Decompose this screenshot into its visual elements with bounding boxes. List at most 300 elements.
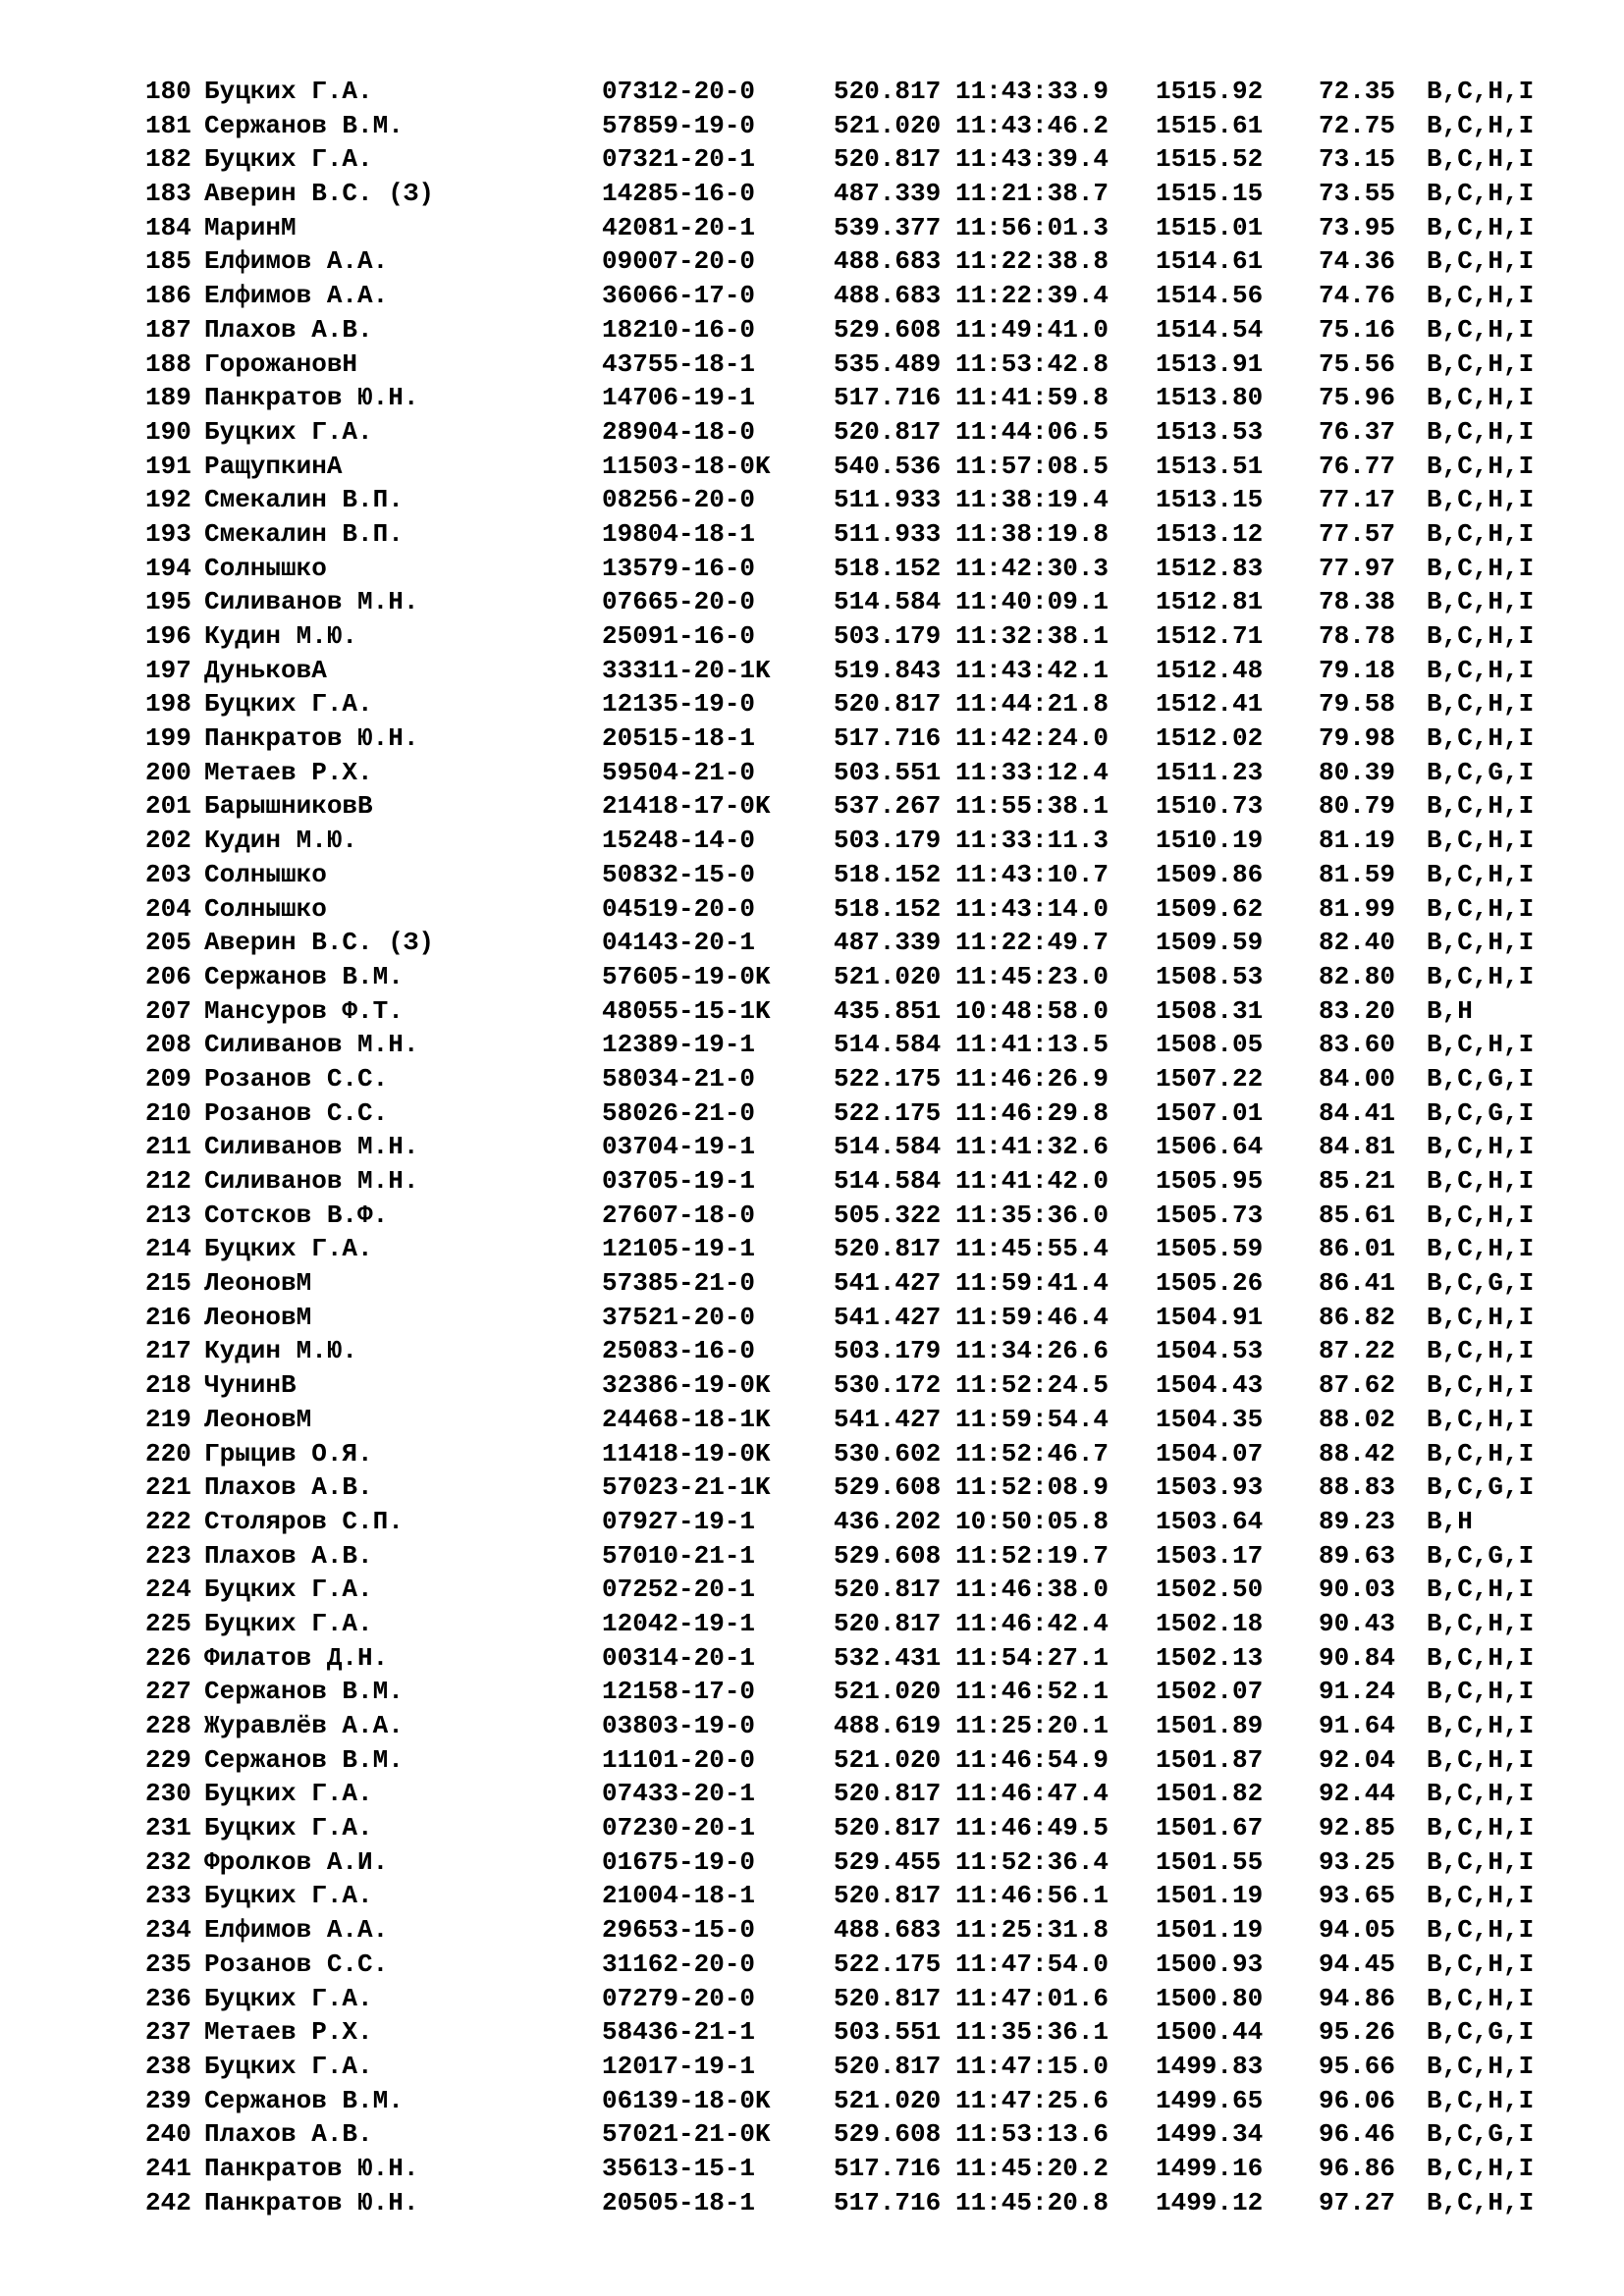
speed: 1505.26: [1156, 1268, 1264, 1299]
speed: 1500.93: [1156, 1949, 1264, 1979]
category-tags: B,C,H,I: [1427, 1575, 1535, 1605]
ring-number: 37521-20-0: [602, 1302, 756, 1332]
arrival-time: 11:43:46.2: [955, 110, 1110, 140]
arrival-time: 11:45:55.4: [955, 1234, 1110, 1264]
rank-cell: 184: [145, 212, 191, 242]
points: 75.56: [1319, 348, 1396, 379]
rank-cell: 205: [145, 928, 191, 958]
category-tags: B,C,H,I: [1427, 1200, 1535, 1230]
arrival-time: 11:45:20.8: [955, 2187, 1110, 2217]
arrival-time: 11:52:46.7: [955, 1438, 1110, 1468]
category-tags: B,C,H,I: [1427, 1438, 1535, 1468]
points: 96.46: [1319, 2119, 1396, 2150]
ring-number: 57605-19-0K: [602, 961, 771, 991]
points: 83.60: [1319, 1030, 1396, 1060]
table-row: [145, 483, 1544, 517]
category-tags: B,C,H,I: [1427, 961, 1535, 991]
ring-number: 19804-18-1: [602, 518, 756, 549]
arrival-time: 11:43:14.0: [955, 893, 1110, 924]
fancier-name: Силиванов М.Н.: [204, 587, 419, 617]
ring-number: 58436-21-1: [602, 2017, 756, 2048]
speed: 1507.22: [1156, 1063, 1264, 1094]
speed: 1513.15: [1156, 485, 1264, 515]
distance: 540.536: [834, 451, 942, 481]
fancier-name: Панкратов Ю.Н.: [204, 2153, 419, 2183]
ring-number: 43755-18-1: [602, 348, 756, 379]
rank-cell: 208: [145, 1030, 191, 1060]
category-tags: B,C,H,I: [1427, 1336, 1535, 1366]
distance: 518.152: [834, 893, 942, 924]
ring-number: 07927-19-1: [602, 1506, 756, 1536]
ring-number: 18210-16-0: [602, 314, 756, 345]
distance: 511.933: [834, 485, 942, 515]
rank-cell: 231: [145, 1813, 191, 1843]
fancier-name: Панкратов Ю.Н.: [204, 383, 419, 413]
rank-cell: 200: [145, 757, 191, 787]
speed: 1504.07: [1156, 1438, 1264, 1468]
ring-number: 09007-20-0: [602, 246, 756, 277]
fancier-name: Буцких Г.А.: [204, 1983, 373, 2013]
speed: 1501.89: [1156, 1711, 1264, 1740]
distance: 517.716: [834, 723, 942, 754]
distance: 518.152: [834, 859, 942, 889]
distance: 517.716: [834, 2153, 942, 2183]
arrival-time: 11:46:54.9: [955, 1744, 1110, 1775]
distance: 520.817: [834, 144, 942, 175]
arrival-time: 11:46:52.1: [955, 1677, 1110, 1707]
fancier-name: Смекалин В.П.: [204, 485, 404, 515]
category-tags: B,C,H,I: [1427, 1744, 1535, 1775]
category-tags: B,C,G,I: [1427, 1097, 1535, 1128]
rank-cell: 190: [145, 416, 191, 447]
category-tags: B,C,G,I: [1427, 2119, 1535, 2150]
ring-number: 12135-19-0: [602, 689, 756, 720]
points: 73.55: [1319, 179, 1396, 209]
table-row: [145, 1437, 1544, 1471]
points: 86.01: [1319, 1234, 1396, 1264]
distance: 436.202: [834, 1506, 942, 1536]
distance: 514.584: [834, 1030, 942, 1060]
category-tags: B,C,G,I: [1427, 1268, 1535, 1299]
category-tags: B,C,G,I: [1427, 1063, 1535, 1094]
speed: 1509.62: [1156, 893, 1264, 924]
fancier-name: Буцких Г.А.: [204, 1575, 373, 1605]
distance: 520.817: [834, 1779, 942, 1809]
speed: 1510.73: [1156, 791, 1264, 822]
table-row: [145, 1368, 1544, 1403]
fancier-name: Буцких Г.А.: [204, 1234, 373, 1264]
rank-cell: 236: [145, 1983, 191, 2013]
arrival-time: 10:50:05.8: [955, 1506, 1110, 1536]
rank-cell: 189: [145, 383, 191, 413]
ring-number: 14706-19-1: [602, 383, 756, 413]
fancier-name: ЛеоновМ: [204, 1302, 312, 1332]
ring-number: 25083-16-0: [602, 1336, 756, 1366]
fancier-name: Филатов Д.Н.: [204, 1642, 389, 1673]
distance: 503.179: [834, 621, 942, 651]
arrival-time: 11:52:08.9: [955, 1472, 1110, 1503]
rank-cell: 239: [145, 2085, 191, 2115]
arrival-time: 11:47:15.0: [955, 2051, 1110, 2081]
speed: 1503.93: [1156, 1472, 1264, 1503]
arrival-time: 11:43:10.7: [955, 859, 1110, 889]
fancier-name: Солнышко: [204, 859, 327, 889]
points: 87.62: [1319, 1370, 1396, 1401]
category-tags: B,C,H,I: [1427, 212, 1535, 242]
distance: 520.817: [834, 1575, 942, 1605]
table-row: [145, 926, 1544, 960]
points: 78.38: [1319, 587, 1396, 617]
table-row: [145, 177, 1544, 211]
ring-number: 32386-19-0K: [602, 1370, 771, 1401]
rank-cell: 198: [145, 689, 191, 720]
category-tags: B,C,H,I: [1427, 2153, 1535, 2183]
distance: 517.716: [834, 383, 942, 413]
points: 97.27: [1319, 2187, 1396, 2217]
speed: 1515.01: [1156, 212, 1264, 242]
ring-number: 07433-20-1: [602, 1779, 756, 1809]
table-row: [145, 75, 1544, 109]
rank-cell: 228: [145, 1711, 191, 1740]
table-row: [145, 450, 1544, 484]
ring-number: 07665-20-0: [602, 587, 756, 617]
distance: 520.817: [834, 1813, 942, 1843]
category-tags: B,C,H,I: [1427, 1132, 1535, 1162]
arrival-time: 11:25:31.8: [955, 1915, 1110, 1946]
distance: 521.020: [834, 961, 942, 991]
arrival-time: 11:44:21.8: [955, 689, 1110, 720]
arrival-time: 11:52:36.4: [955, 1846, 1110, 1877]
category-tags: B,C,H,I: [1427, 655, 1535, 685]
fancier-name: Сержанов В.М.: [204, 110, 404, 140]
arrival-time: 11:46:26.9: [955, 1063, 1110, 1094]
rank-cell: 182: [145, 144, 191, 175]
category-tags: B,C,H,I: [1427, 1302, 1535, 1332]
table-row: [145, 1266, 1544, 1301]
rank-cell: 204: [145, 893, 191, 924]
table-row: [145, 1062, 1544, 1096]
category-tags: B,C,H,I: [1427, 689, 1535, 720]
speed: 1501.19: [1156, 1915, 1264, 1946]
distance: 535.489: [834, 348, 942, 379]
fancier-name: Кудин М.Ю.: [204, 621, 358, 651]
distance: 488.683: [834, 246, 942, 277]
fancier-name: Столяров С.П.: [204, 1506, 404, 1536]
rank-cell: 232: [145, 1846, 191, 1877]
category-tags: B,C,H,I: [1427, 928, 1535, 958]
ring-number: 35613-15-1: [602, 2153, 756, 2183]
arrival-time: 11:43:42.1: [955, 655, 1110, 685]
rank-cell: 223: [145, 1540, 191, 1571]
distance: 521.020: [834, 1744, 942, 1775]
ring-number: 11503-18-0K: [602, 451, 771, 481]
table-row: [145, 858, 1544, 892]
speed: 1513.80: [1156, 383, 1264, 413]
fancier-name: Кудин М.Ю.: [204, 826, 358, 856]
arrival-time: 11:34:26.6: [955, 1336, 1110, 1366]
speed: 1511.23: [1156, 757, 1264, 787]
distance: 511.933: [834, 518, 942, 549]
table-row: [145, 1470, 1544, 1505]
table-row: [145, 585, 1544, 619]
category-tags: B,C,H,I: [1427, 1234, 1535, 1264]
table-row: [145, 2117, 1544, 2152]
category-tags: B,C,H,I: [1427, 1881, 1535, 1911]
points: 83.20: [1319, 995, 1396, 1026]
distance: 503.179: [834, 1336, 942, 1366]
points: 96.86: [1319, 2153, 1396, 2183]
speed: 1513.51: [1156, 451, 1264, 481]
ring-number: 25091-16-0: [602, 621, 756, 651]
category-tags: B,C,H,I: [1427, 1030, 1535, 1060]
points: 89.63: [1319, 1540, 1396, 1571]
rank-cell: 211: [145, 1132, 191, 1162]
arrival-time: 11:40:09.1: [955, 587, 1110, 617]
rank-cell: 225: [145, 1608, 191, 1638]
fancier-name: Сержанов В.М.: [204, 961, 404, 991]
arrival-time: 11:55:38.1: [955, 791, 1110, 822]
table-row: [145, 1028, 1544, 1062]
speed: 1512.48: [1156, 655, 1264, 685]
rank-cell: 196: [145, 621, 191, 651]
points: 73.15: [1319, 144, 1396, 175]
category-tags: B,C,H,I: [1427, 553, 1535, 583]
rank-cell: 202: [145, 826, 191, 856]
rank-cell: 194: [145, 553, 191, 583]
table-row: [145, 1199, 1544, 1233]
arrival-time: 11:47:25.6: [955, 2085, 1110, 2115]
category-tags: B,C,H,I: [1427, 1711, 1535, 1740]
speed: 1501.67: [1156, 1813, 1264, 1843]
arrival-time: 11:46:56.1: [955, 1881, 1110, 1911]
category-tags: B,C,G,I: [1427, 1472, 1535, 1503]
category-tags: B,C,H,I: [1427, 77, 1535, 106]
arrival-time: 11:46:49.5: [955, 1813, 1110, 1843]
speed: 1502.07: [1156, 1677, 1264, 1707]
ring-number: 11418-19-0K: [602, 1438, 771, 1468]
rank-cell: 201: [145, 791, 191, 822]
ring-number: 12389-19-1: [602, 1030, 756, 1060]
arrival-time: 11:56:01.3: [955, 212, 1110, 242]
distance: 530.172: [834, 1370, 942, 1401]
fancier-name: Аверин В.С. (З): [204, 179, 435, 209]
points: 88.02: [1319, 1404, 1396, 1434]
points: 90.43: [1319, 1608, 1396, 1638]
arrival-time: 11:44:06.5: [955, 416, 1110, 447]
fancier-name: Смекалин В.П.: [204, 518, 404, 549]
speed: 1499.65: [1156, 2085, 1264, 2115]
speed: 1513.53: [1156, 416, 1264, 447]
arrival-time: 11:54:27.1: [955, 1642, 1110, 1673]
speed: 1513.12: [1156, 518, 1264, 549]
distance: 514.584: [834, 587, 942, 617]
fancier-name: Кудин М.Ю.: [204, 1336, 358, 1366]
distance: 520.817: [834, 1881, 942, 1911]
fancier-name: ЛеоновМ: [204, 1404, 312, 1434]
ring-number: 07230-20-1: [602, 1813, 756, 1843]
points: 94.45: [1319, 1949, 1396, 1979]
speed: 1502.13: [1156, 1642, 1264, 1673]
fancier-name: Буцких Г.А.: [204, 1881, 373, 1911]
table-row: [145, 1675, 1544, 1709]
arrival-time: 11:59:41.4: [955, 1268, 1110, 1299]
distance: 505.322: [834, 1200, 942, 1230]
fancier-name: Плахов А.В.: [204, 314, 373, 345]
points: 81.19: [1319, 826, 1396, 856]
fancier-name: Сотсков В.Ф.: [204, 1200, 389, 1230]
points: 92.85: [1319, 1813, 1396, 1843]
ring-number: 12158-17-0: [602, 1677, 756, 1707]
category-tags: B,C,H,I: [1427, 1677, 1535, 1707]
ring-number: 58026-21-0: [602, 1097, 756, 1128]
rank-cell: 224: [145, 1575, 191, 1605]
distance: 522.175: [834, 1063, 942, 1094]
distance: 521.020: [834, 110, 942, 140]
speed: 1509.86: [1156, 859, 1264, 889]
category-tags: B,C,H,I: [1427, 1949, 1535, 1979]
speed: 1503.17: [1156, 1540, 1264, 1571]
distance: 530.602: [834, 1438, 942, 1468]
category-tags: B,C,H,I: [1427, 348, 1535, 379]
table-row: [145, 1845, 1544, 1880]
rank-cell: 212: [145, 1166, 191, 1196]
arrival-time: 11:25:20.1: [955, 1711, 1110, 1740]
arrival-time: 11:35:36.0: [955, 1200, 1110, 1230]
ring-number: 58034-21-0: [602, 1063, 756, 1094]
ring-number: 07279-20-0: [602, 1983, 756, 2013]
table-row: [145, 1096, 1544, 1131]
points: 95.26: [1319, 2017, 1396, 2048]
ring-number: 11101-20-0: [602, 1744, 756, 1775]
category-tags: B,C,H,I: [1427, 1915, 1535, 1946]
fancier-name: Елфимов А.А.: [204, 246, 389, 277]
ring-number: 07252-20-1: [602, 1575, 756, 1605]
speed: 1499.16: [1156, 2153, 1264, 2183]
speed: 1502.50: [1156, 1575, 1264, 1605]
points: 78.78: [1319, 621, 1396, 651]
rank-cell: 199: [145, 723, 191, 754]
ring-number: 13579-16-0: [602, 553, 756, 583]
fancier-name: Плахов А.В.: [204, 1472, 373, 1503]
table-row: [145, 687, 1544, 721]
speed: 1515.61: [1156, 110, 1264, 140]
category-tags: B,C,H,I: [1427, 893, 1535, 924]
ring-number: 29653-15-0: [602, 1915, 756, 1946]
arrival-time: 11:41:32.6: [955, 1132, 1110, 1162]
arrival-time: 11:35:36.1: [955, 2017, 1110, 2048]
rank-cell: 234: [145, 1915, 191, 1946]
distance: 541.427: [834, 1268, 942, 1299]
rank-cell: 195: [145, 587, 191, 617]
speed: 1514.54: [1156, 314, 1264, 345]
fancier-name: Аверин В.С. (З): [204, 928, 435, 958]
distance: 520.817: [834, 77, 942, 106]
points: 87.22: [1319, 1336, 1396, 1366]
category-tags: B,C,H,I: [1427, 383, 1535, 413]
distance: 518.152: [834, 553, 942, 583]
speed: 1503.64: [1156, 1506, 1264, 1536]
fancier-name: Мансуров Ф.Т.: [204, 995, 404, 1026]
fancier-name: Метаев Р.Х.: [204, 2017, 373, 2048]
speed: 1505.95: [1156, 1166, 1264, 1196]
points: 86.41: [1319, 1268, 1396, 1299]
ring-number: 57859-19-0: [602, 110, 756, 140]
table-row: [145, 1505, 1544, 1539]
ring-number: 08256-20-0: [602, 485, 756, 515]
points: 88.42: [1319, 1438, 1396, 1468]
rank-cell: 181: [145, 110, 191, 140]
fancier-name: Силиванов М.Н.: [204, 1132, 419, 1162]
speed: 1512.02: [1156, 723, 1264, 754]
ring-number: 20505-18-1: [602, 2187, 756, 2217]
points: 92.04: [1319, 1744, 1396, 1775]
rank-cell: 188: [145, 348, 191, 379]
rank-cell: 218: [145, 1370, 191, 1401]
table-row: [145, 2084, 1544, 2118]
points: 82.80: [1319, 961, 1396, 991]
fancier-name: Панкратов Ю.Н.: [204, 723, 419, 754]
category-tags: B,C,H,I: [1427, 1166, 1535, 1196]
arrival-time: 11:21:38.7: [955, 179, 1110, 209]
ring-number: 21004-18-1: [602, 1881, 756, 1911]
ring-number: 27607-18-0: [602, 1200, 756, 1230]
arrival-time: 11:52:24.5: [955, 1370, 1110, 1401]
fancier-name: Плахов А.В.: [204, 2119, 373, 2150]
table-row: [145, 1879, 1544, 1913]
category-tags: B,C,H,I: [1427, 1404, 1535, 1434]
table-row: [145, 824, 1544, 858]
category-tags: B,C,H,I: [1427, 621, 1535, 651]
distance: 529.608: [834, 314, 942, 345]
distance: 522.175: [834, 1949, 942, 1979]
speed: 1512.81: [1156, 587, 1264, 617]
category-tags: B,H: [1427, 995, 1473, 1026]
fancier-name: Розанов С.С.: [204, 1097, 389, 1128]
ring-number: 12017-19-1: [602, 2051, 756, 2081]
table-row: [145, 756, 1544, 790]
speed: 1508.53: [1156, 961, 1264, 991]
ring-number: 04143-20-1: [602, 928, 756, 958]
speed: 1513.91: [1156, 348, 1264, 379]
speed: 1504.43: [1156, 1370, 1264, 1401]
distance: 487.339: [834, 928, 942, 958]
points: 79.98: [1319, 723, 1396, 754]
distance: 520.817: [834, 416, 942, 447]
rank-cell: 222: [145, 1506, 191, 1536]
points: 94.86: [1319, 1983, 1396, 2013]
ring-number: 04519-20-0: [602, 893, 756, 924]
table-row: [145, 1334, 1544, 1368]
rank-cell: 238: [145, 2051, 191, 2081]
rank-cell: 217: [145, 1336, 191, 1366]
ring-number: 06139-18-0K: [602, 2085, 771, 2115]
speed: 1508.05: [1156, 1030, 1264, 1060]
ring-number: 12105-19-1: [602, 1234, 756, 1264]
speed: 1507.01: [1156, 1097, 1264, 1128]
results-table: [145, 75, 1544, 2219]
category-tags: B,C,H,I: [1427, 1983, 1535, 2013]
distance: 514.584: [834, 1132, 942, 1162]
rank-cell: 213: [145, 1200, 191, 1230]
table-row: [145, 1743, 1544, 1778]
arrival-time: 11:47:54.0: [955, 1949, 1110, 1979]
speed: 1501.87: [1156, 1744, 1264, 1775]
rank-cell: 230: [145, 1779, 191, 1809]
points: 86.82: [1319, 1302, 1396, 1332]
category-tags: B,C,H,I: [1427, 246, 1535, 277]
distance: 539.377: [834, 212, 942, 242]
distance: 435.851: [834, 995, 942, 1026]
